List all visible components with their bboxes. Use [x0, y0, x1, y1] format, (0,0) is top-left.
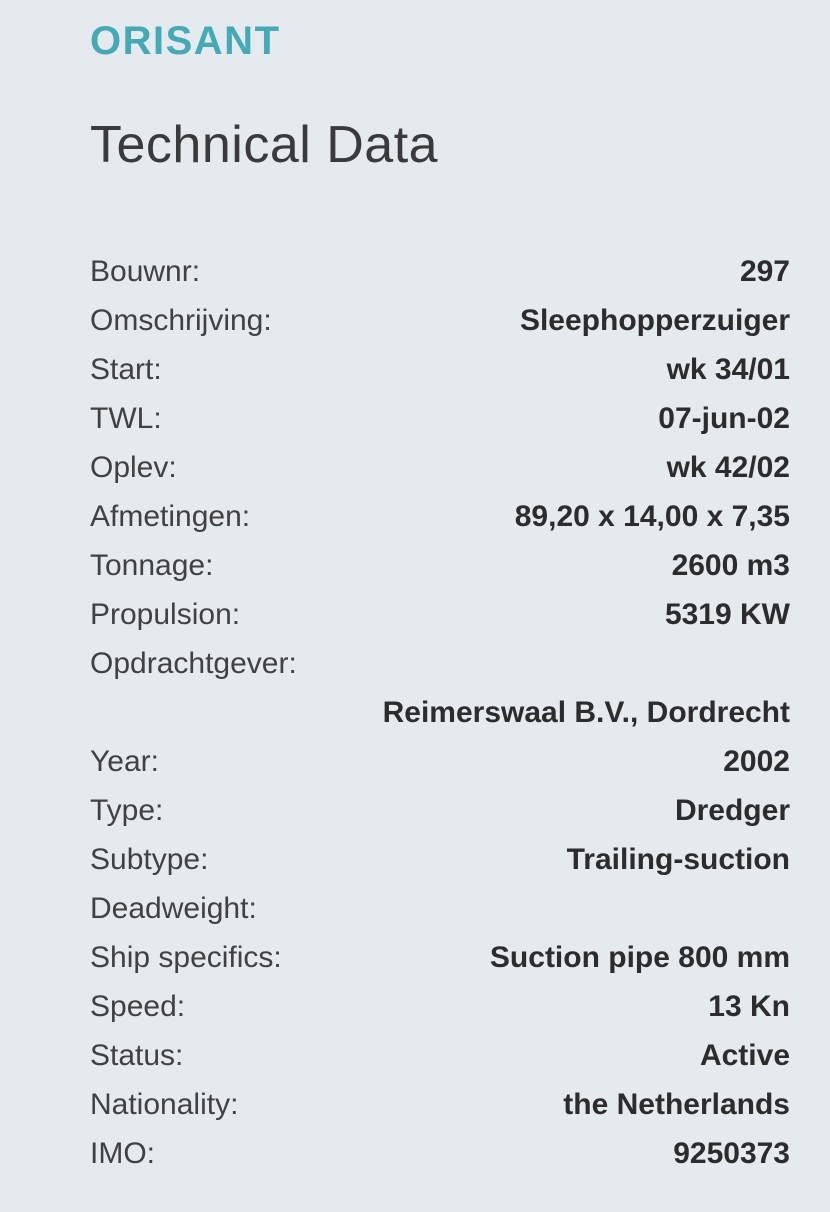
row-value: 2600 m3 — [671, 548, 790, 582]
table-row — [90, 247, 790, 296]
row-label: Nationality: — [90, 1087, 239, 1121]
technical-data-table — [90, 247, 790, 1178]
row-label: IMO: — [90, 1136, 155, 1170]
row-value: 89,20 x 14,00 x 7,35 — [514, 499, 790, 533]
row-value: 13 Kn — [708, 989, 790, 1023]
row-value: Reimerswaal B.V., Dordrecht — [382, 695, 790, 729]
row-label: Ship specifics: — [90, 940, 282, 974]
table-row — [90, 639, 790, 737]
row-value: Sleephopperzuiger — [519, 303, 790, 337]
table-row — [90, 786, 790, 835]
page-title: Technical Data — [90, 116, 439, 174]
row-value: wk 34/01 — [666, 352, 790, 386]
table-row — [90, 590, 790, 639]
row-value: 297 — [739, 254, 790, 288]
row-value: Dredger — [674, 793, 790, 827]
row-label: Oplev: — [90, 450, 177, 484]
table-row — [90, 492, 790, 541]
row-label: Tonnage: — [90, 548, 214, 582]
row-value: 5319 KW — [664, 597, 790, 631]
row-label: Status: — [90, 1038, 184, 1072]
row-label: Speed: — [90, 989, 186, 1023]
table-row — [90, 1080, 790, 1129]
row-value: Trailing-suction — [566, 842, 790, 876]
row-label: Omschrijving: — [90, 303, 272, 337]
row-label: Bouwnr: — [90, 254, 201, 288]
row-label: Subtype: — [90, 842, 209, 876]
row-value: 2002 — [723, 744, 790, 778]
table-row — [90, 835, 790, 884]
row-label: Afmetingen: — [90, 499, 251, 533]
brand-name: ORISANT — [90, 19, 281, 63]
row-label: Deadweight: — [90, 891, 257, 925]
table-row — [90, 982, 790, 1031]
table-row — [90, 737, 790, 786]
row-label: TWL: — [90, 401, 162, 435]
table-row — [90, 933, 790, 982]
row-value: Active — [699, 1038, 790, 1072]
table-row — [90, 296, 790, 345]
row-value: 9250373 — [673, 1136, 790, 1170]
row-label: Year: — [90, 744, 159, 778]
row-value: the Netherlands — [563, 1087, 790, 1121]
table-row — [90, 541, 790, 590]
table-row — [90, 345, 790, 394]
table-row — [90, 443, 790, 492]
table-row — [90, 884, 790, 933]
row-value: wk 42/02 — [666, 450, 790, 484]
table-row — [90, 1031, 790, 1080]
row-label: Propulsion: — [90, 597, 241, 631]
table-row — [90, 394, 790, 443]
row-label: Type: — [90, 793, 164, 827]
table-row — [90, 1129, 790, 1178]
row-label: Opdrachtgever: — [90, 646, 297, 680]
row-value: Suction pipe 800 mm — [489, 940, 790, 974]
row-value: 07-jun-02 — [658, 401, 790, 435]
row-label: Start: — [90, 352, 162, 386]
